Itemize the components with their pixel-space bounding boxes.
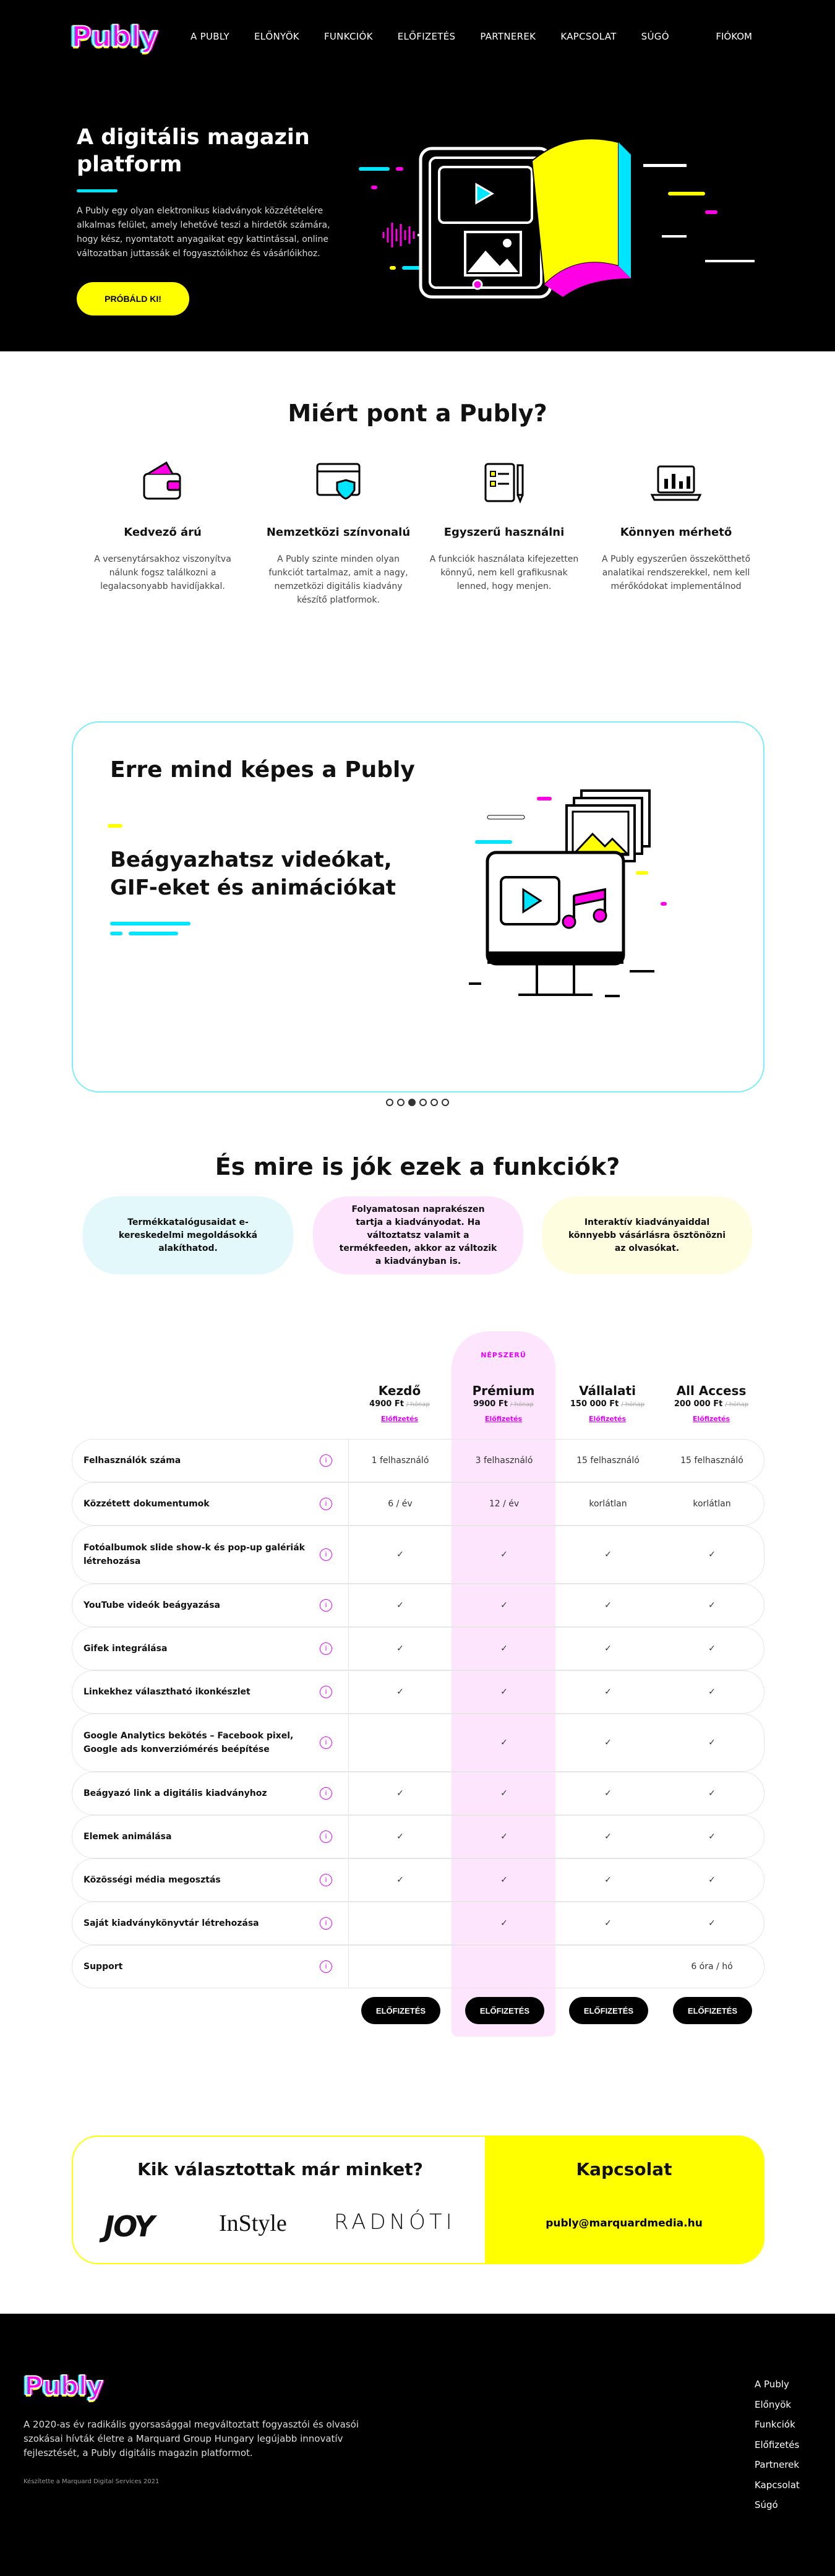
check-icon: ✓ <box>708 1644 716 1654</box>
check-icon: ✓ <box>396 1600 404 1610</box>
check-icon: ✓ <box>708 1687 716 1697</box>
feature-label: Support <box>84 1962 123 1972</box>
check-icon: ✓ <box>604 1788 612 1798</box>
feature-label: Elemek animálása <box>84 1832 172 1842</box>
info-icon[interactable]: i <box>320 1960 332 1973</box>
carousel-dot[interactable] <box>419 1099 427 1106</box>
footer-link-kapcsolat[interactable]: Kapcsolat <box>755 2479 800 2491</box>
plan-subscribe-link[interactable]: Előfizetés <box>692 1415 730 1423</box>
check-icon: ✓ <box>396 1875 404 1885</box>
check-icon: ✓ <box>396 1788 404 1798</box>
table-row <box>72 1627 764 1670</box>
info-icon[interactable]: i <box>320 1548 332 1561</box>
check-icon: ✓ <box>396 1550 404 1560</box>
table-row <box>72 1772 764 1815</box>
plan-name: Kezdő <box>378 1383 421 1398</box>
feature-title: Kedvező árú <box>124 526 202 539</box>
check-icon: ✓ <box>500 1600 508 1610</box>
contact-title: Kapcsolat <box>576 2159 672 2179</box>
check-icon: ✓ <box>604 1687 612 1697</box>
info-icon[interactable]: i <box>320 1917 332 1930</box>
nav-item-funkciok[interactable]: FUNKCIÓK <box>323 31 373 42</box>
hero-section <box>0 0 835 351</box>
carousel-dot[interactable] <box>442 1099 449 1106</box>
plan-price: 9900 Ft / hónap <box>473 1399 534 1409</box>
check-icon: ✓ <box>500 1550 508 1560</box>
info-icon[interactable]: i <box>320 1831 332 1843</box>
table-cell: 12 / év <box>489 1499 520 1509</box>
table-row <box>72 1815 764 1858</box>
video-gif-illustration <box>450 784 698 1032</box>
footer-link-sugo[interactable]: Súgó <box>755 2499 778 2510</box>
brand-logo-radnoti: RADNÓTI <box>334 2210 456 2235</box>
feature-title: Egyszerű használni <box>443 526 565 539</box>
feature-text: A funkciók használata kifejezetten könnyű, nem kell grafikusnak lenned, hogy menjen. <box>429 554 579 591</box>
clients-panel <box>73 2137 487 2263</box>
function-pill <box>313 1196 523 1274</box>
wallet-icon <box>139 458 186 505</box>
carousel-title: Erre mind képes a Publy <box>110 757 415 783</box>
table-cell: korlátlan <box>589 1499 627 1509</box>
subscribe-button-premium[interactable]: ELŐFIZETÉS <box>465 1997 544 2024</box>
carousel-dot[interactable] <box>408 1099 416 1106</box>
table-cell: korlátlan <box>693 1499 731 1509</box>
subscribe-button-vallalati[interactable]: ELŐFIZETÉS <box>569 1997 648 2024</box>
check-icon: ✓ <box>500 1788 508 1798</box>
decor-dashes <box>110 919 197 938</box>
plan-header <box>659 1383 763 1423</box>
footer-link-a-publy[interactable]: A Publy <box>755 2379 789 2390</box>
feature-label: YouTube videók beágyazása <box>84 1600 220 1610</box>
plan-header <box>555 1383 659 1423</box>
pricing-table <box>72 1439 764 1988</box>
table-row <box>72 1858 764 1902</box>
check-icon: ✓ <box>500 1875 508 1885</box>
footer-description: A 2020-as év radikális gyorsasággal megváltoztatt fogyasztói és olvasói szokásai hívták életre a Marquard Group Hungary legújabb innovatív fejlesztését, a Publy digitális magazin platformot. <box>24 2419 359 2458</box>
info-icon[interactable]: i <box>320 1599 332 1612</box>
feature-card <box>85 458 240 593</box>
contact-panel <box>485 2137 763 2263</box>
plan-name: Prémium <box>472 1383 535 1398</box>
table-row <box>72 1584 764 1627</box>
table-row <box>72 1482 764 1526</box>
check-icon: ✓ <box>604 1644 612 1654</box>
footer-link-elonyok[interactable]: Előnyök <box>755 2398 792 2410</box>
feature-label: Google Analytics bekötés – Facebook pixel, Google ads konverziómérés beépítése <box>84 1731 294 1754</box>
nav-menu <box>191 21 694 52</box>
feature-text: A Publy egyszerűen összekötthető analatikai rendszerekkel, nem kell mérőkódokat implementálnod <box>601 554 751 591</box>
table-cell <box>556 1946 660 1988</box>
function-pill-text: Folyamatosan naprakészen tartja a kiadványodat. Ha változtatsz valamit a termékfeeden, akkor az változik a kiadványban is. <box>339 1204 497 1266</box>
table-cell: 6 / év <box>388 1499 413 1509</box>
check-icon: ✓ <box>500 1687 508 1697</box>
carousel-slide-text: Beágyazhatsz videókat, GIF-eket és animációkat <box>110 848 396 900</box>
nav-item-elofizetes[interactable]: ELŐFIZETÉS <box>397 31 456 42</box>
plan-price: 4900 Ft / hónap <box>369 1399 430 1409</box>
check-icon: ✓ <box>396 1644 404 1654</box>
table-row <box>72 1902 764 1945</box>
function-pill-text: Termékkatalógusaidat e-kereskedelmi megoldásokká alakíthatod. <box>118 1217 258 1253</box>
carousel-dot[interactable] <box>430 1099 438 1106</box>
logo[interactable]: Publy <box>71 20 158 53</box>
carousel-dot[interactable] <box>397 1099 405 1106</box>
table-row <box>72 1670 764 1714</box>
table-cell <box>348 1946 452 1988</box>
check-icon: ✓ <box>396 1687 404 1697</box>
feature-label: Beágyazó link a digitális kiadványhoz <box>84 1788 267 1798</box>
info-icon[interactable]: i <box>320 1686 332 1698</box>
info-icon[interactable]: i <box>320 1787 332 1800</box>
function-pill <box>542 1196 752 1274</box>
subscribe-button-kezdo[interactable]: ELŐFIZETÉS <box>361 1997 440 2024</box>
browser-shield-icon <box>315 458 362 505</box>
footer-link-partnerek[interactable]: Partnerek <box>755 2459 800 2470</box>
table-cell: 1 felhasználó <box>371 1456 429 1466</box>
footer-nav <box>755 2374 800 2515</box>
check-icon: ✓ <box>604 1600 612 1610</box>
table-cell: 15 felhasználó <box>576 1456 640 1466</box>
check-icon: ✓ <box>708 1788 716 1798</box>
table-row <box>72 1945 764 1988</box>
plan-subscribe-link[interactable]: Előfizetés <box>380 1415 419 1423</box>
table-row <box>72 1439 764 1482</box>
plan-price: 150 000 Ft / hónap <box>570 1399 645 1409</box>
functions-title: És mire is jók ezek a funkciók? <box>215 1153 620 1180</box>
footer-logo[interactable]: Publy <box>24 2371 103 2401</box>
hero-title: A digitális magazin platform <box>77 125 310 177</box>
nav-item-partnerek[interactable]: PARTNEREK <box>480 31 536 42</box>
hero-description: A Publy egy olyan elektronikus kiadványok közzétételére alkalmas felület, amely lehetővé teszi a hirdetők számára, hogy kész, nyomtatott anyagaikat egy kattintással, online változatban juttassák el fogyasztóikhoz és vásárlóikhoz. <box>77 206 330 259</box>
feature-text: A versenytársakhoz viszonyítva nálunk fogsz találkozni a legalacsonyabb havidíjakkal. <box>94 554 231 591</box>
feature-carousel <box>72 721 764 1093</box>
nav-item-a-publy[interactable]: A PUBLY <box>191 31 229 42</box>
footer-copyright: Készítette a Marquard Digital Services 2021 <box>24 2478 160 2485</box>
table-row <box>72 1526 764 1584</box>
check-icon: ✓ <box>604 1738 612 1748</box>
check-icon: ✓ <box>604 1918 612 1928</box>
footer <box>0 2314 835 2576</box>
top-nav <box>0 21 835 52</box>
plan-subscribe-link[interactable]: Előfizetés <box>588 1415 627 1423</box>
nav-item-kapcsolat[interactable]: KAPCSOLAT <box>560 31 617 42</box>
feature-label: Saját kiadványkönyvtár létrehozása <box>84 1918 259 1928</box>
info-icon[interactable]: i <box>320 1454 332 1467</box>
table-cell: 15 felhasználó <box>680 1456 743 1466</box>
feature-title: Könnyen mérhető <box>620 526 732 539</box>
table-cell: 3 felhasználó <box>475 1456 533 1466</box>
feature-label: Közösségi média megosztás <box>84 1875 221 1885</box>
feature-card <box>599 458 753 593</box>
check-icon: ✓ <box>604 1550 612 1560</box>
nav-account[interactable]: FIÓKOM <box>716 31 752 42</box>
plan-price: 200 000 Ft / hónap <box>674 1399 749 1409</box>
plan-header <box>348 1383 452 1423</box>
info-icon[interactable]: i <box>320 1498 332 1510</box>
feature-label: Gifek integrálása <box>84 1644 168 1654</box>
table-cell: 6 óra / hó <box>691 1962 733 1972</box>
laptop-chart-icon <box>649 458 703 505</box>
feature-text: A Publy szinte minden olyan funkciót tartalmaz, amit a nagy, nemzetközi digitális kiadvány készítő platformok. <box>268 554 408 605</box>
popular-badge: NÉPSZERŰ <box>481 1351 526 1359</box>
check-icon: ✓ <box>708 1550 716 1560</box>
brand-logo-instyle: InStyle <box>219 2210 287 2236</box>
feature-card <box>427 458 581 593</box>
decor-dashes <box>108 820 126 833</box>
checklist-pencil-icon <box>481 458 528 505</box>
contact-email-link[interactable]: publy@marquardmedia.hu <box>546 2217 703 2230</box>
table-cell <box>348 1902 452 1944</box>
feature-label: Felhasználók száma <box>84 1456 181 1466</box>
feature-label: Fotóalbumok slide show-k és pop-up galériák létrehozása <box>84 1543 305 1566</box>
function-pill <box>83 1196 293 1274</box>
brand-logo-joy: JOY <box>104 2210 154 2243</box>
footer-link-funkciok[interactable]: Funkciók <box>755 2419 795 2430</box>
check-icon: ✓ <box>500 1918 508 1928</box>
nav-item-sugo[interactable]: SÚGÓ <box>641 31 669 42</box>
feature-label: Közzétett dokumentumok <box>84 1499 210 1509</box>
check-icon: ✓ <box>708 1738 716 1748</box>
table-row <box>72 1714 764 1772</box>
check-icon: ✓ <box>708 1875 716 1885</box>
check-icon: ✓ <box>708 1918 716 1928</box>
clients-title: Kik választottak már minket? <box>137 2159 423 2179</box>
footer-link-elofizetes[interactable]: Előfizetés <box>755 2439 800 2450</box>
check-icon: ✓ <box>708 1832 716 1842</box>
check-icon: ✓ <box>396 1832 404 1842</box>
feature-title: Nemzetközi színvonalú <box>266 526 411 539</box>
plan-subscribe-link[interactable]: Előfizetés <box>484 1415 523 1423</box>
check-icon: ✓ <box>500 1644 508 1654</box>
info-icon[interactable]: i <box>320 1874 332 1886</box>
subscribe-button-all-access[interactable]: ELŐFIZETÉS <box>673 1997 752 2024</box>
table-cell <box>452 1946 556 1988</box>
feature-label: Linkekhez választható ikonkészlet <box>84 1687 250 1697</box>
check-icon: ✓ <box>604 1832 612 1842</box>
info-icon[interactable]: i <box>320 1737 332 1749</box>
nav-item-elonyok[interactable]: ELŐNYÖK <box>254 31 299 42</box>
check-icon: ✓ <box>500 1832 508 1842</box>
check-icon: ✓ <box>604 1875 612 1885</box>
function-pill-text: Interaktív kiadványaiddal könnyebb vásárlásra ösztönözni az olvasókat. <box>568 1217 726 1253</box>
check-icon: ✓ <box>708 1600 716 1610</box>
why-title: Miért pont a Publy? <box>288 400 547 427</box>
clients-contact-box <box>72 2136 764 2264</box>
check-icon: ✓ <box>500 1738 508 1748</box>
plan-header <box>452 1383 555 1423</box>
magazine-illustration <box>359 124 767 309</box>
info-icon[interactable]: i <box>320 1642 332 1655</box>
try-it-button[interactable]: PRÓBÁLD KI! <box>77 282 189 316</box>
carousel-dots <box>0 1099 835 1106</box>
plan-name: All Access <box>676 1383 747 1398</box>
feature-card <box>261 458 416 607</box>
plan-name: Vállalati <box>579 1383 636 1398</box>
table-cell <box>348 1714 452 1771</box>
carousel-dot[interactable] <box>386 1099 393 1106</box>
hero-accent-line <box>77 189 118 192</box>
